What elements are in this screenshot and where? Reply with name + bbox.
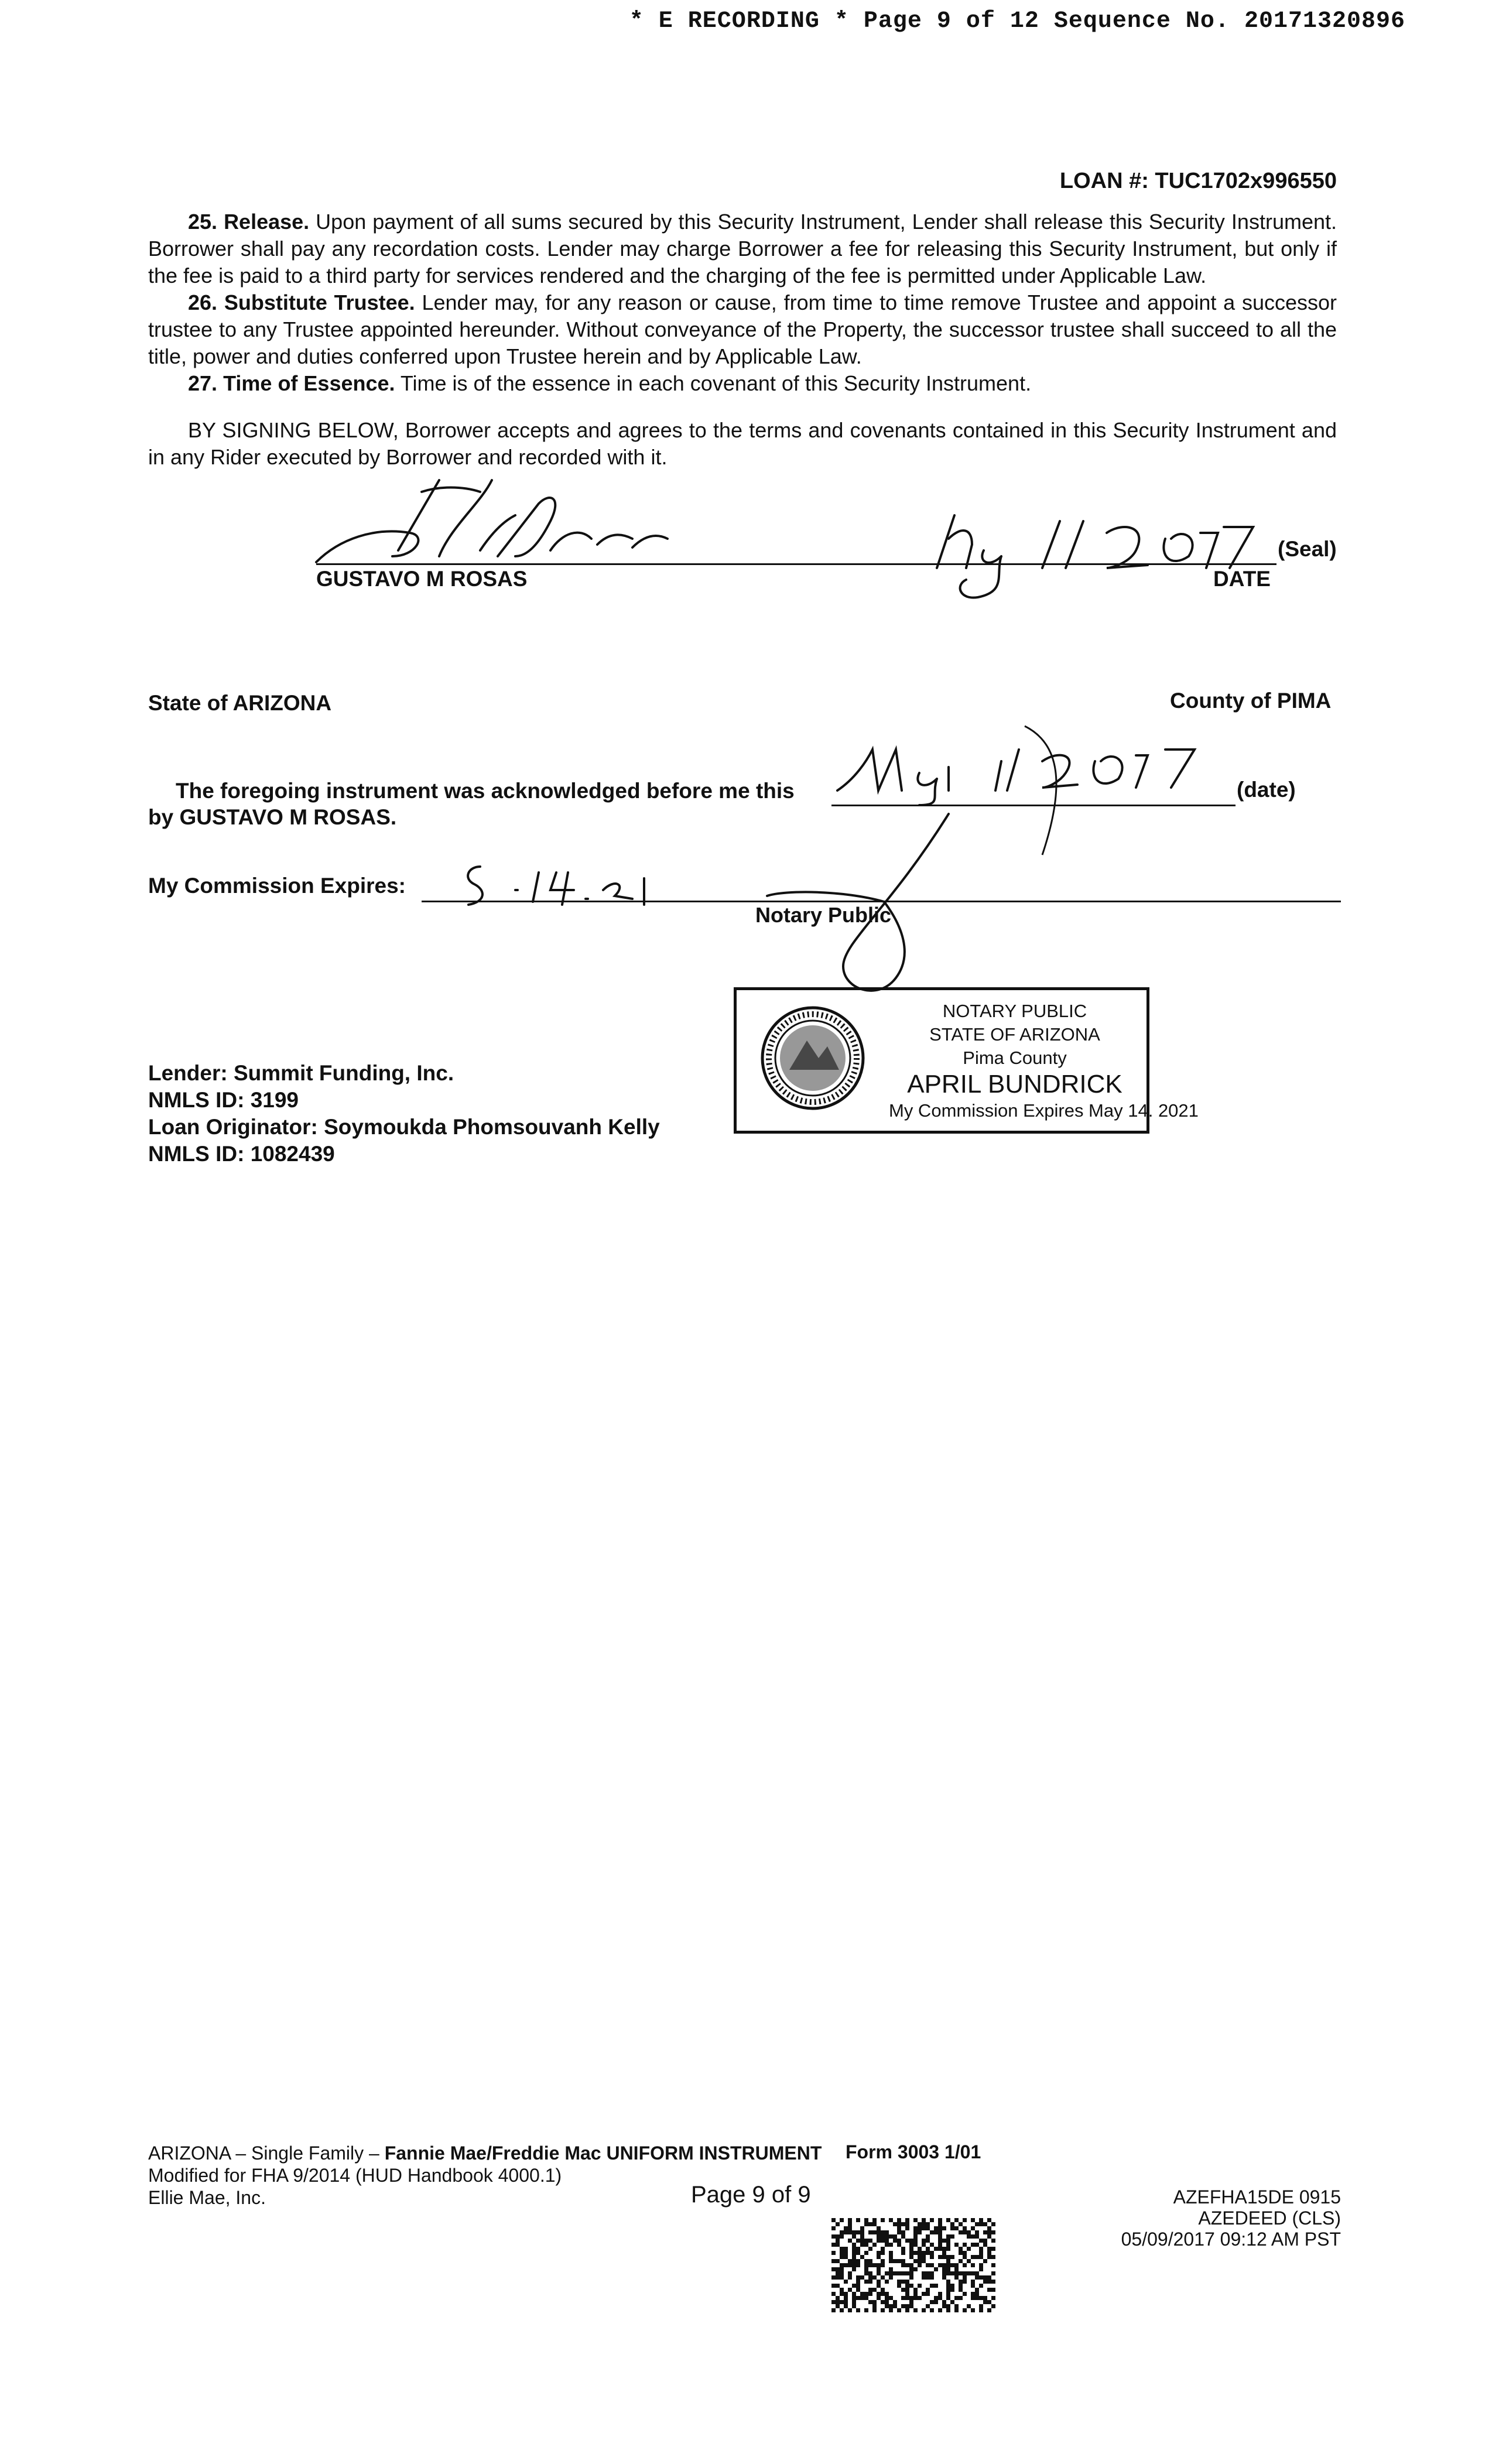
- page-number: Page 9 of 9: [691, 2182, 811, 2208]
- acknowledgment-text: The foregoing instrument was acknowledged before me this: [176, 779, 795, 803]
- seal-line: NOTARY PUBLIC: [942, 1001, 1087, 1021]
- notary-seal-stamp: [734, 987, 1199, 1134]
- lender-info: [148, 1060, 660, 1168]
- lender-name: Lender: Summit Funding, Inc.: [148, 1061, 454, 1085]
- vendor: Ellie Mae, Inc.: [148, 2187, 266, 2208]
- date-label: DATE: [1213, 567, 1271, 591]
- acknowledgment-date-line: [831, 805, 1236, 806]
- clause-text: Lender may, for any reason or cause, from time to time remove Trustee and appoint a successor trustee to any Trustee appointed hereunder. Without conveyance of the Property, the successor trustee shall succeed to all the title, power and duties conferred upon Trustee herein and by Applicable Law.: [148, 290, 1337, 368]
- form-codes: [1121, 2186, 1341, 2250]
- clause-number: 25.: [188, 210, 218, 234]
- commission-label: My Commission Expires:: [148, 874, 406, 898]
- signing-statement: BY SIGNING BELOW, Borrower accepts and agrees to the terms and covenants contained in this Security Instrument and in any Rider executed by Borrower and recorded with it.: [148, 418, 1337, 469]
- clause-title: Release.: [224, 210, 310, 234]
- seal-notary-name: APRIL BUNDRICK: [907, 1070, 1122, 1098]
- security-instrument-clauses: [148, 208, 1337, 397]
- notary-public-label: Notary Public: [755, 903, 892, 927]
- clause-text: Time is of the essence in each covenant of this Security Instrument.: [395, 371, 1032, 395]
- form-number: Form 3003 1/01: [846, 2141, 981, 2162]
- print-timestamp: 05/09/2017 09:12 AM PST: [1121, 2229, 1341, 2250]
- borrower-name: GUSTAVO M ROSAS: [316, 567, 528, 591]
- form-code: AZEFHA15DE 0915: [1173, 2186, 1341, 2208]
- date-label: (date): [1237, 778, 1296, 802]
- handwritten-acknowledgment-date: [831, 726, 1230, 808]
- borrower-signature: [304, 468, 703, 574]
- form-modified: Modified for FHA 9/2014 (HUD Handbook 4000.1): [148, 2165, 562, 2186]
- notary-county: County of PIMA: [1170, 689, 1332, 713]
- clause-title: Substitute Trustee.: [224, 290, 415, 314]
- loan-originator: Loan Originator: Soymoukda Phomsouvanh Kelly: [148, 1115, 660, 1139]
- seal-line: Pima County: [963, 1048, 1067, 1068]
- barcode-icon: [831, 2218, 995, 2315]
- seal-expiration: My Commission Expires May 14. 2021: [889, 1100, 1199, 1121]
- seal-text: [889, 1000, 1199, 1123]
- clause-text: Upon payment of all sums secured by this Security Instrument, Lender shall release this Security Instrument. Borrower shall pay any recordation costs. Lender may charge Borrower a fee for releasing this Security Instrument, but only if the fee is paid to a third party for services rendered and the charging of the fee is permitted under Applicable Law.: [148, 210, 1337, 288]
- loan-number: LOAN #: TUC1702x996550: [1059, 169, 1337, 193]
- form-code: AZEDEED (CLS): [1198, 2208, 1341, 2229]
- notary-state: State of ARIZONA: [148, 691, 332, 715]
- handwritten-commission-expiration: [457, 855, 668, 913]
- form-title-bold: Fannie Mae/Freddie Mac UNIFORM INSTRUMENT: [384, 2143, 822, 2164]
- clause-number: 26.: [188, 290, 218, 314]
- acknowledgment-by-line: by GUSTAVO M ROSAS.: [148, 805, 397, 829]
- originator-nmls: NMLS ID: 1082439: [148, 1142, 335, 1166]
- recording-banner: * E RECORDING * Page 9 of 12 Sequence No. 20171320896: [629, 8, 1405, 35]
- seal-line: STATE OF ARIZONA: [929, 1024, 1100, 1045]
- form-title-prefix: ARIZONA – Single Family –: [148, 2143, 385, 2164]
- signing-statement-block: [148, 417, 1337, 471]
- clause-25: [148, 208, 1337, 289]
- seal-label: (Seal): [1278, 537, 1337, 561]
- lender-nmls: NMLS ID: 3199: [148, 1088, 299, 1112]
- clause-26: [148, 289, 1337, 370]
- clause-27: [148, 370, 1337, 397]
- signature-line: [316, 563, 1276, 565]
- arizona-state-seal-icon: [760, 1005, 865, 1111]
- clause-title: Time of Essence.: [223, 371, 395, 395]
- form-title: [148, 2142, 822, 2164]
- clause-number: 27.: [188, 371, 218, 395]
